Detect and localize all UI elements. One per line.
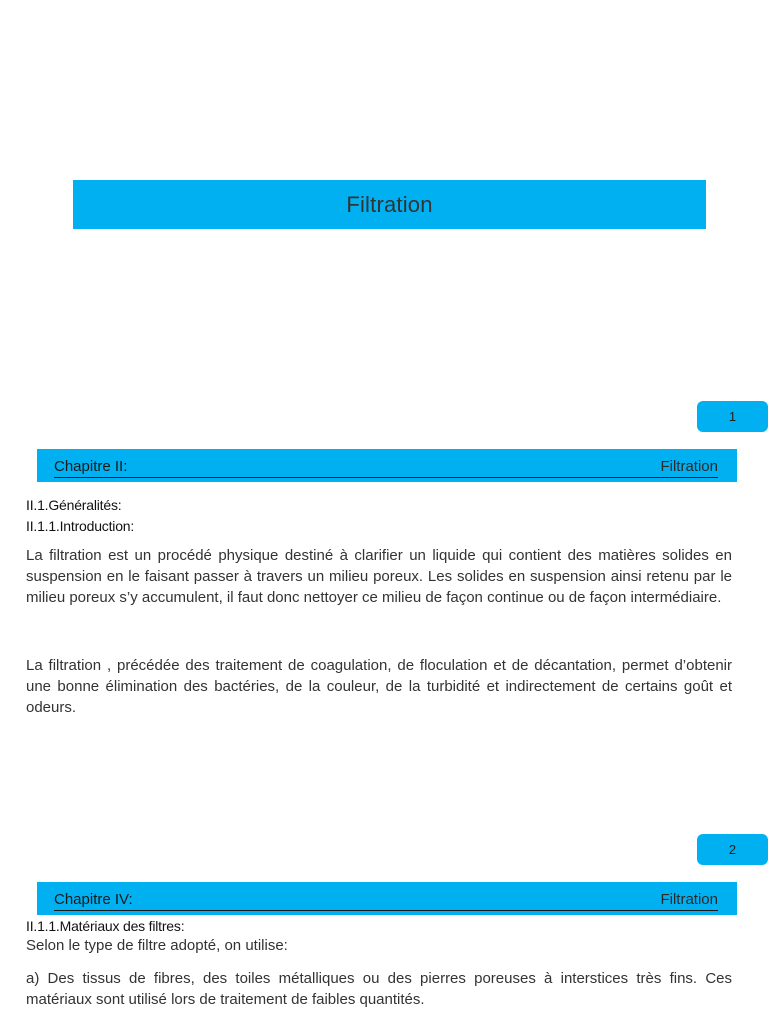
filtration-paragraph: La filtration , précédée des traitement de coagulation, de floculation et de décantation, permet d’obtenir une bonne élimination des bactéries, de la couleur, de la turbidité et indirectement de certains goût et odeurs. — [26, 657, 732, 716]
materials-item-paragraph: a) Des tissus de fibres, des toiles métalliques ou des pierres poreuses à interstices très fins. Ces matériaux sont utilisé lors de traitement de faibles quantités. — [26, 970, 732, 1008]
page-number-badge: 1 — [697, 401, 768, 432]
chapter-label: Chapitre IV: — [54, 891, 133, 908]
subsection-heading: II.1.1.Matériaux des filtres: — [26, 918, 185, 934]
slide-title: Filtration — [346, 191, 433, 217]
intro-paragraph: La filtration est un procédé physique destiné à clarifier un liquide qui contient des matières solides en suspension en le faisant passer à travers un milieu poreux. Les solides en suspension ainsi retenu par le milieu poreux s’y accumulent, il faut donc nettoyer ce milieu de façon continue ou de façon intermédiaire. — [26, 547, 732, 606]
page-number-badge: 2 — [697, 834, 768, 865]
chapter-underline — [54, 477, 718, 478]
chapter-underline — [54, 910, 718, 911]
chapter-topic: Filtration — [660, 458, 718, 475]
chapter-topic: Filtration — [660, 891, 718, 908]
slide-title-banner — [73, 180, 706, 229]
materials-intro-paragraph: Selon le type de filtre adopté, on utilise: — [26, 937, 288, 954]
chapter-header-bar — [37, 882, 737, 915]
section-heading: II.1.Généralités: — [26, 497, 122, 513]
chapter-header-bar — [37, 449, 737, 482]
chapter-label: Chapitre II: — [54, 458, 128, 475]
subsection-heading: II.1.1.Introduction: — [26, 518, 135, 534]
